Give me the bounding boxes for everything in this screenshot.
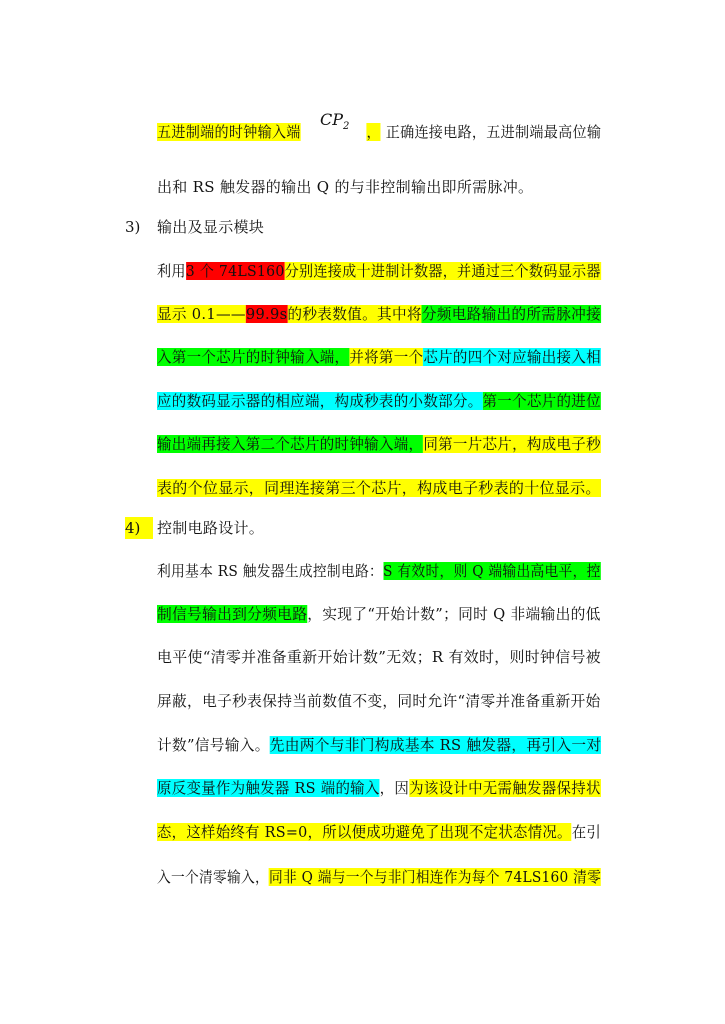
- text-highlight: 应的数码显示器的相应端，构成秒表的小数部分。: [157, 392, 483, 410]
- text-run: ，实现了“开始计数”；同时 Q 非端输出的低: [307, 605, 601, 623]
- text-highlight: 原反变量作为触发器 RS 端的输入: [157, 779, 380, 797]
- text-run: 利用: [157, 262, 186, 280]
- text-highlight: 五进制端的时钟输入端: [157, 123, 301, 141]
- text-highlight: 输出端再接入第二个芯片的时钟输入端，: [157, 435, 424, 453]
- doc-line-5: [157, 346, 601, 368]
- doc-line-15: [157, 821, 601, 843]
- text-highlight: 分频电路输出的所需脉冲接: [421, 305, 602, 323]
- text-highlight: 入第一个芯片的时钟输入端，: [157, 348, 350, 366]
- text-run: 电平使“清零并准备重新开始计数”无效；R 有效时，则时钟信号被: [157, 648, 601, 666]
- text-highlight: 分别连接成十进制计数器，并通过三个数码显示器: [284, 262, 601, 280]
- formula-sub: 2: [343, 121, 350, 133]
- doc-line-6: [157, 390, 601, 412]
- doc-line-16: [157, 866, 601, 888]
- formula-cp2: [320, 110, 349, 132]
- text-highlight: 芯片的四个对应输出接入相: [423, 348, 601, 366]
- text-highlight: 同非 Q 端与一个与非门相连作为每个 74LS160 清零: [269, 868, 602, 886]
- doc-line-7: [157, 433, 601, 455]
- text-highlight: 显示 0.1——: [157, 305, 246, 323]
- text-highlight: 先由两个与非门构成基本 RS 触发器，再引入一对: [269, 736, 602, 754]
- text-highlight: ，: [366, 123, 381, 141]
- text-run: 正确连接电路，五进制端最高位输: [385, 123, 602, 141]
- doc-line-13: [157, 734, 601, 756]
- text-run: 出和 RS 触发器的输出 Q 的与非控制输出即所需脉冲。: [157, 178, 534, 196]
- text-run: 入一个清零输入，: [157, 868, 270, 886]
- text-highlight: 并将第一个: [349, 348, 424, 366]
- text-highlight: 制信号输出到分频电路: [157, 605, 308, 623]
- text-run: 计数”信号输入。: [157, 736, 270, 754]
- doc-line-14: [157, 777, 601, 799]
- text-highlight: 同第一片芯片，构成电子秒: [423, 435, 601, 453]
- text-run: 屏蔽，电子秒表保持当前数值不变，同时允许“清零并准备重新开始: [157, 692, 601, 710]
- doc-line-10: [157, 603, 601, 625]
- text-highlight: 态，这样始终有 RS=0，所以便成功避免了出现不定状态情况。: [157, 823, 572, 841]
- section-number: 3): [125, 218, 141, 236]
- section-title: [157, 517, 601, 539]
- section-title-text: 控制电路设计。: [157, 519, 265, 537]
- section-title-text: 输出及显示模块: [157, 218, 265, 236]
- doc-line-8: [157, 477, 601, 499]
- doc-line-4: [157, 303, 601, 325]
- doc-line-12: [157, 690, 601, 712]
- doc-line-3: [157, 260, 601, 282]
- text-highlight: S 有效时，则 Q 端输出高电平，控: [383, 562, 601, 580]
- text-run: 在引: [571, 823, 602, 841]
- doc-line-11: [157, 646, 601, 668]
- doc-line-1: [157, 121, 601, 143]
- text-highlight: 3 个 74LS160: [185, 262, 285, 280]
- text-highlight: 的秒表数值。其中将: [287, 305, 422, 323]
- text-run: 利用基本 RS 触发器生成控制电路：: [157, 562, 384, 580]
- formula-main: CP: [320, 110, 344, 129]
- section-number: 4): [125, 517, 153, 539]
- text-highlight: 第一个芯片的进位: [482, 392, 601, 410]
- doc-line-9: [157, 560, 601, 582]
- section-title: [157, 216, 601, 238]
- text-run: ，因: [379, 779, 410, 797]
- text-highlight: 表的个位显示，同理连接第三个芯片，构成电子秒表的十位显示。: [157, 479, 601, 497]
- doc-line-2: [157, 176, 601, 198]
- text-highlight: 为该设计中无需触发器保持状: [409, 779, 601, 797]
- text-highlight: 99.9s: [245, 305, 288, 323]
